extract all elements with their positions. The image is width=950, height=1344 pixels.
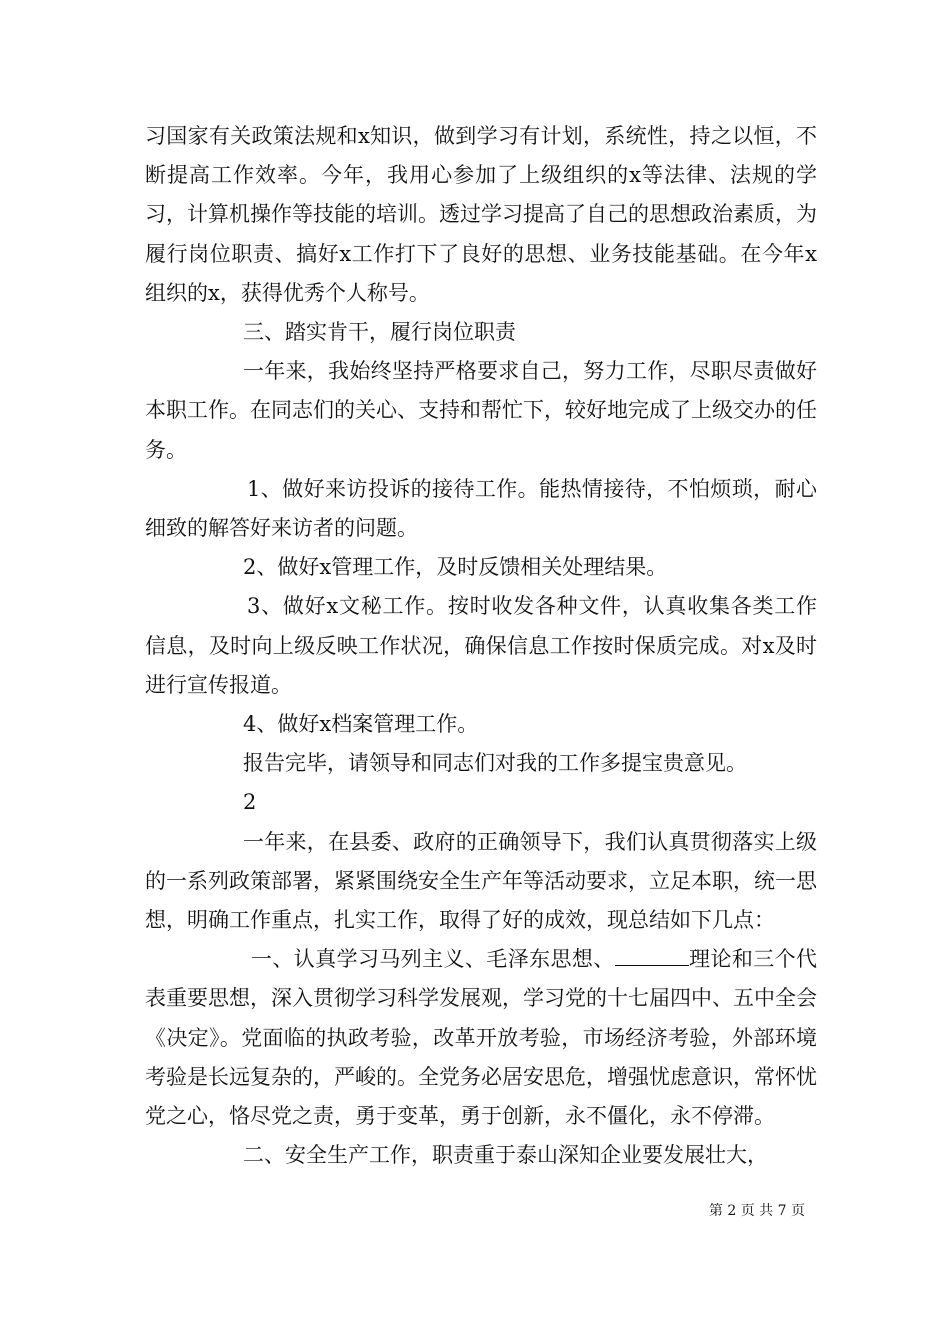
- paragraph-study: 习国家有关政策法规和x知识，做到学习有计划，系统性，持之以恒，不断提高工作效率。今年，我用心参加了上级组织的x等法律、法规的学习，计算机操作等技能的培训。透过学习提高了自己的思想政治素质，为履行岗位职责、搞好x工作打下了良好的思想、业务技能基础。在今年x组织的x，获得优秀个人称号。: [145, 124, 817, 305]
- paragraph-point-two: 二、安全生产工作，职责重于泰山深知企业要发展壮大，: [243, 1143, 768, 1168]
- point-one-text-before: 一、认真学习马列主义、毛泽东思想、: [251, 947, 615, 972]
- document-body: [145, 117, 817, 1175]
- list-item-3: 3、做好x文秘工作。按时收发各种文件，认真收集各类工作信息，及时向上级反映工作状况，确保信息工作按时保质完成。对x及时进行宣传报道。: [145, 594, 817, 697]
- blank-underline: [615, 943, 689, 966]
- paragraph-point-one: [145, 940, 817, 1136]
- point-one-text-after: 理论和三个代表重要思想，深入贯彻学习科学发展观，学习党的十七届四中、五中全会《决定》。党面临的执政考验，改革开放考验，市场经济考验，外部环境考验是长远复杂的，严峻的。全党务必居安思危，增强忧虑意识，常怀忧党之心，恪尽党之责，勇于变革，勇于创新，永不僵化，永不停滞。: [145, 947, 818, 1129]
- page-number-footer: 第 2 页 共 7 页: [708, 1203, 805, 1219]
- section-number-2: 2: [243, 790, 257, 815]
- list-item-1: 1、做好来访投诉的接待工作。能热情接待，不怕烦琐，耐心细致的解答好来访者的问题。: [145, 476, 817, 541]
- list-item-2: 2、做好x管理工作，及时反馈相关处理结果。: [243, 555, 668, 580]
- section-heading-three: 三、踏实肯干，履行岗位职责: [243, 320, 516, 345]
- paragraph-closing: 报告完毕，请领导和同志们对我的工作多提宝贵意见。: [243, 751, 747, 776]
- list-item-4: 4、做好x档案管理工作。: [243, 712, 479, 737]
- paragraph-intro-2: 一年来，在县委、政府的正确领导下，我们认真贯彻落实上级的一系列政策部署，紧紧围绕安全生产年等活动要求，立足本职，统一思想，明确工作重点，扎实工作，取得了好的成效，现总结如下几点：: [145, 829, 817, 933]
- paragraph-year-summary: 一年来，我始终坚持严格要求自己，努力工作，尽职尽责做好本职工作。在同志们的关心、支持和帮忙下，较好地完成了上级交办的任务。: [145, 359, 817, 462]
